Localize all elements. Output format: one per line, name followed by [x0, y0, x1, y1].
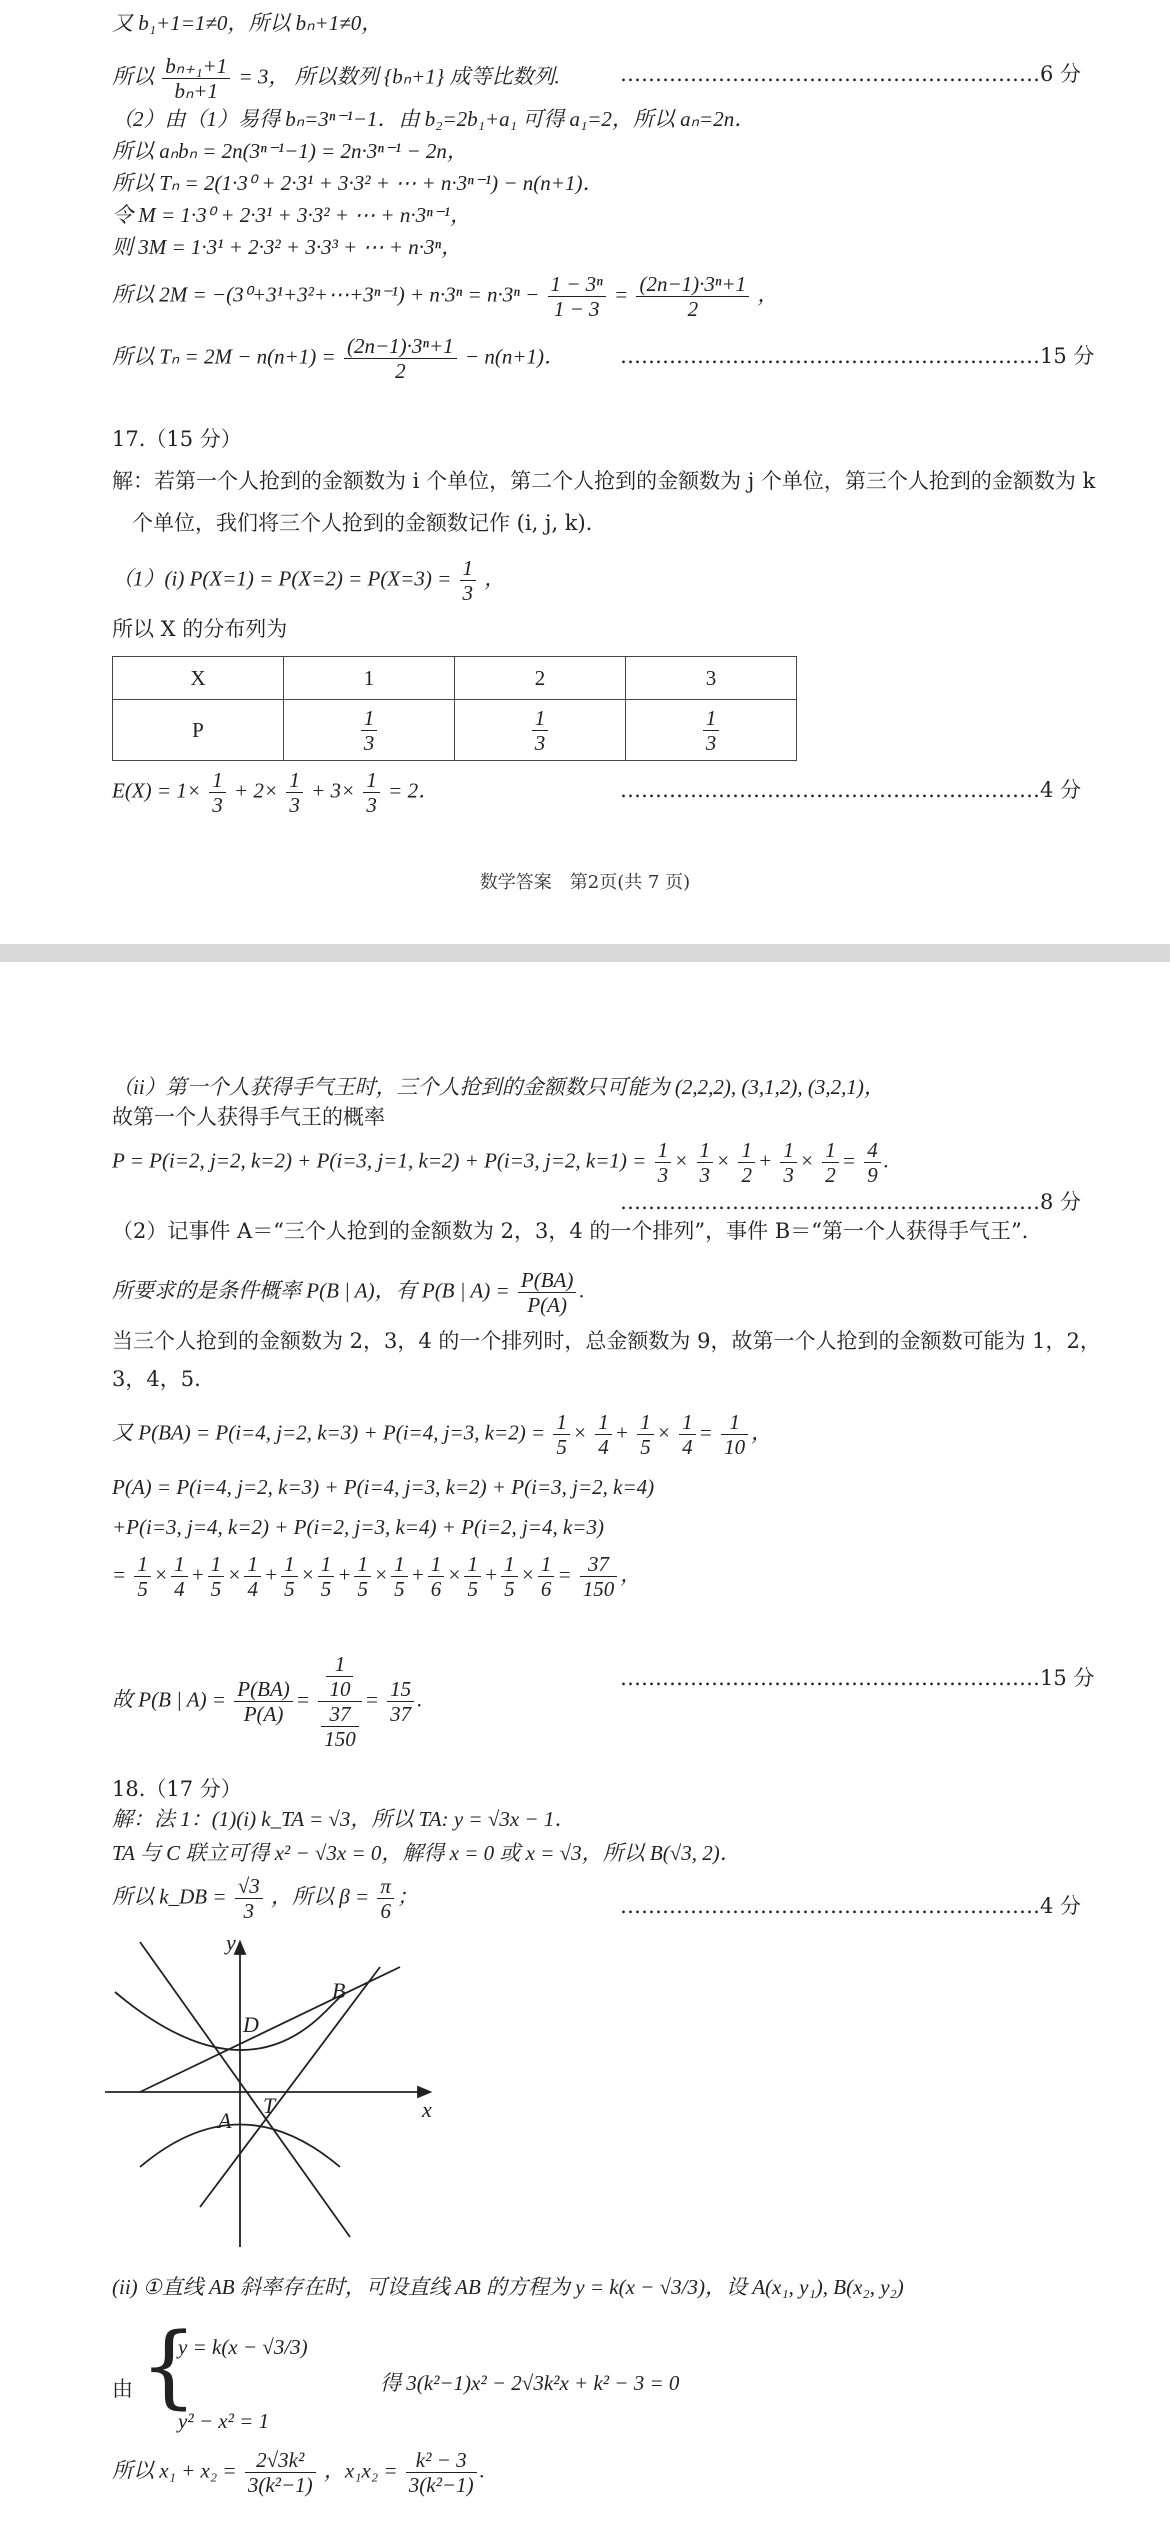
kdb-line: 所以 k_DB = $\frac{√3}{3}$ ，所以 β = $\frac{\pi}{6}$ ； — [112, 1874, 418, 1923]
point-a-label: A — [218, 2108, 232, 2133]
upper-branch — [115, 1992, 345, 2050]
table-cell: $\frac{1}{3}$ — [626, 700, 797, 761]
page-footer: 数学答案 第2页(共 7 页) — [479, 872, 691, 893]
table-header-cell: 1 — [284, 657, 455, 700]
point-b-label: B — [332, 1978, 346, 2003]
system-prefix: 由 — [112, 2377, 133, 2401]
score-leader: ……………………………………………………15 分 — [620, 1666, 1095, 1690]
tn-line: 所以 Tₙ = 2M − n(n+1) = $\frac{\text{(2n−1)·3ⁿ+1}}{2}$ − n(n+1)． — [112, 334, 565, 383]
vieta-line: 所以 x₁ + x₂ = $\frac{\text{2√3k²}}{\text{3(k²−1)}}$ ，x₁x₂ = $\frac{\text{k² − 3}}{\text{3(k²−1)}}$ . — [112, 2448, 485, 2497]
score-leader: ……………………………………………………6 分 — [620, 62, 1082, 86]
conditional-line: 所要求的是条件概率 P(B | A)，有 P(B | A) = $\frac{P(BA)}{P(A)}$ . — [112, 1268, 585, 1317]
point-d-label: D — [243, 2012, 259, 2037]
text-line: 所以 X 的分布列为 — [112, 617, 288, 641]
system-brace: { — [140, 2314, 198, 2419]
text-line: 则 3M = 1·3¹ + 2·3² + 3·3³ + ⋯ + n·3ⁿ， — [112, 235, 463, 259]
score-leader: ……………………………………………………15 分 — [620, 344, 1095, 368]
answer-page-3 — [0, 962, 1170, 2532]
text-line: 个单位，我们将三个人抢到的金额数记作 (i, j, k)． — [132, 511, 607, 535]
table-cell: P — [113, 700, 284, 761]
table-cell: $\frac{1}{3}$ — [455, 700, 626, 761]
prob-line: P = P(i=2, j=2, k=2) + P(i=3, j=1, k=2) + P(i=3, j=2, k=1) = $\frac{1}{3}$ × $\frac{1}{3}$ × $\frac{1}{2}$ + $\frac{1}{3}$ × $\frac{1}{2}$ = $\frac{4}{9}$ . — [112, 1138, 889, 1187]
text-line: （2）由（1）易得 bₙ=3ⁿ⁻¹−1．由 b₂=2b₁+a₁ 可得 a₁=2，所以 aₙ=2n． — [112, 107, 756, 131]
fraction: $\frac{1}{3}$ — [460, 556, 477, 605]
line-through-d — [140, 1942, 350, 2237]
text-line: （2）记事件 A＝“三个人抢到的金额数为 2，3，4 的一个排列”，事件 B＝“第一个人获得手气王”. — [112, 1219, 1029, 1243]
prob-line: （1）(i) P(X=1) = P(X=2) = P(X=3) = $\frac{1}{3}$ ， — [112, 556, 506, 605]
text-line: （ii）第一个人获得手气王时，三个人抢到的金额数只可能为 (2,2,2), (3,1,2), (3,2,1)， — [112, 1075, 885, 1099]
fraction: $\frac{\text{(2n−1)·3ⁿ+1}}{2}$ — [344, 334, 457, 383]
system-eq-2: y² − x² = 1 — [178, 2409, 270, 2433]
text-line: 3，4，5. — [112, 1367, 201, 1391]
text-line: P(A) = P(i=4, j=2, k=3) + P(i=4, j=3, k=2) + P(i=3, j=2, k=4) — [112, 1475, 655, 1499]
text-line: 令 M = 1·3⁰ + 2·3¹ + 3·3² + ⋯ + n·3ⁿ⁻¹， — [112, 203, 472, 227]
pa-sum-line: = $\frac{1}{5}$ × $\frac{1}{4}$ + $\frac{1}{5}$ × $\frac{1}{4}$ + $\frac{1}{5}$ × $\frac{1}{5}$ + $\frac{1}{5}$ × $\frac{1}{5}$ + $\frac{1}{6}$ × $\frac{1}{5}$ + $\frac{1}{5}$ × $\frac{1}{6}$ = $\frac{37}{150}$ ， — [112, 1552, 642, 1601]
y-axis-label: y — [226, 1932, 236, 1955]
text-line: (ii) ①直线 AB 斜率存在时，可设直线 AB 的方程为 y = k(x − √3/3)，设 A(x₁, y₁), B(x₂, y₂) — [112, 2275, 904, 2299]
table-header-cell: 2 — [455, 657, 626, 700]
x-axis-arrow — [418, 2087, 430, 2097]
problem-18-heading: 18.（17 分） — [112, 1777, 242, 1801]
text-line: 当三个人抢到的金额数为 2，3，4 的一个排列时，总金额数为 9，故第一个人抢到的金额数可能为 1，2， — [112, 1329, 1101, 1353]
score-leader: ……………………………………………………8 分 — [620, 1190, 1082, 1214]
text-line: 解：若第一个人抢到的金额数为 i 个单位，第二个人抢到的金额数为 j 个单位，第三个人抢到的金额数为 k — [112, 469, 1096, 493]
quadratic-line: 得 3(k²−1)x² − 2√3k²x + k² − 3 = 0 — [380, 2371, 680, 2395]
text-line: 故第一个人获得手气王的概率 — [112, 1105, 385, 1129]
score-leader: ……………………………………………………4 分 — [620, 1894, 1082, 1918]
table-header-cell: X — [113, 657, 284, 700]
table-cell: $\frac{1}{3}$ — [284, 700, 455, 761]
answer-page-2 — [0, 0, 1170, 944]
text-line: 所以 aₙbₙ = 2n(3ⁿ⁻¹−1) = 2n·3ⁿ⁻¹ − 2n， — [112, 139, 468, 163]
pba-line: 又 P(BA) = P(i=4, j=2, k=3) + P(i=4, j=3, k=2) = $\frac{1}{5}$ × $\frac{1}{4}$ + $\frac{1}{5}$ × $\frac{1}{4}$ = $\frac{1}{10}$ ， — [112, 1410, 773, 1459]
expectation-line: E(X) = 1× $\frac{1}{3}$ + 2× $\frac{1}{3}$ + 3× $\frac{1}{3}$ = 2． — [112, 768, 440, 817]
sum-line: 所以 2M = −(3⁰+3¹+3²+⋯+3ⁿ⁻¹) + n·3ⁿ = n·3ⁿ − $\frac{\text{1 − 3ⁿ}}{1 - 3}$ = $\frac{\text{(2n−1)·3ⁿ+1}}{2}$ ， — [112, 272, 779, 321]
x-axis-label: x — [422, 2097, 432, 2122]
final-prob-line: 故 P(B | A) = $\frac{P(BA)}{P(A)}$ = $\frac{\frac{1}{10}}{\frac{37}{150}}$ = $\frac{15}{37}$ . — [112, 1652, 423, 1751]
system-eq-1: y = k(x − √3/3) — [178, 2335, 308, 2359]
text-line: 又 b₁+1=1≠0，所以 bₙ+1≠0， — [112, 11, 383, 35]
hyperbola-figure — [100, 1932, 440, 2252]
line-ab — [200, 1967, 380, 2207]
line-db — [140, 1967, 400, 2092]
distribution-table — [112, 656, 797, 761]
text-line: TA 与 C 联立可得 x² − √3x = 0，解得 x = 0 或 x = √3，所以 B(√3, 2)． — [112, 1841, 741, 1865]
fraction: $\frac{\text{(2n−1)·3ⁿ+1}}{2}$ — [636, 272, 749, 321]
fraction: $\frac{\text{bₙ₊₁+1}}{\text{bₙ+1}}$ — [162, 54, 230, 103]
text-line: 所以 Tₙ = 2(1·3⁰ + 2·3¹ + 3·3² + ⋯ + n·3ⁿ⁻¹) − n(n+1)． — [112, 171, 604, 195]
point-t-label: T — [263, 2093, 276, 2118]
fraction: $\frac{\text{1 − 3ⁿ}}{1 - 3}$ — [548, 272, 606, 321]
y-axis-arrow — [235, 1942, 245, 1954]
score-leader: ……………………………………………………4 分 — [620, 778, 1082, 802]
ratio-line: 所以 $\frac{\text{bₙ₊₁+1}}{\text{bₙ+1}}$ = 3， 所以数列 {bₙ+1} 成等比数列. — [112, 54, 560, 103]
text-line: 解：法 1：(1)(i) k_TA = √3，所以 TA: y = √3x − 1． — [112, 1807, 576, 1831]
text-line: +P(i=3, j=4, k=2) + P(i=2, j=3, k=4) + P(i=2, j=4, k=3) — [112, 1515, 604, 1539]
problem-17-heading: 17.（15 分） — [112, 427, 242, 451]
table-header-cell: 3 — [626, 657, 797, 700]
